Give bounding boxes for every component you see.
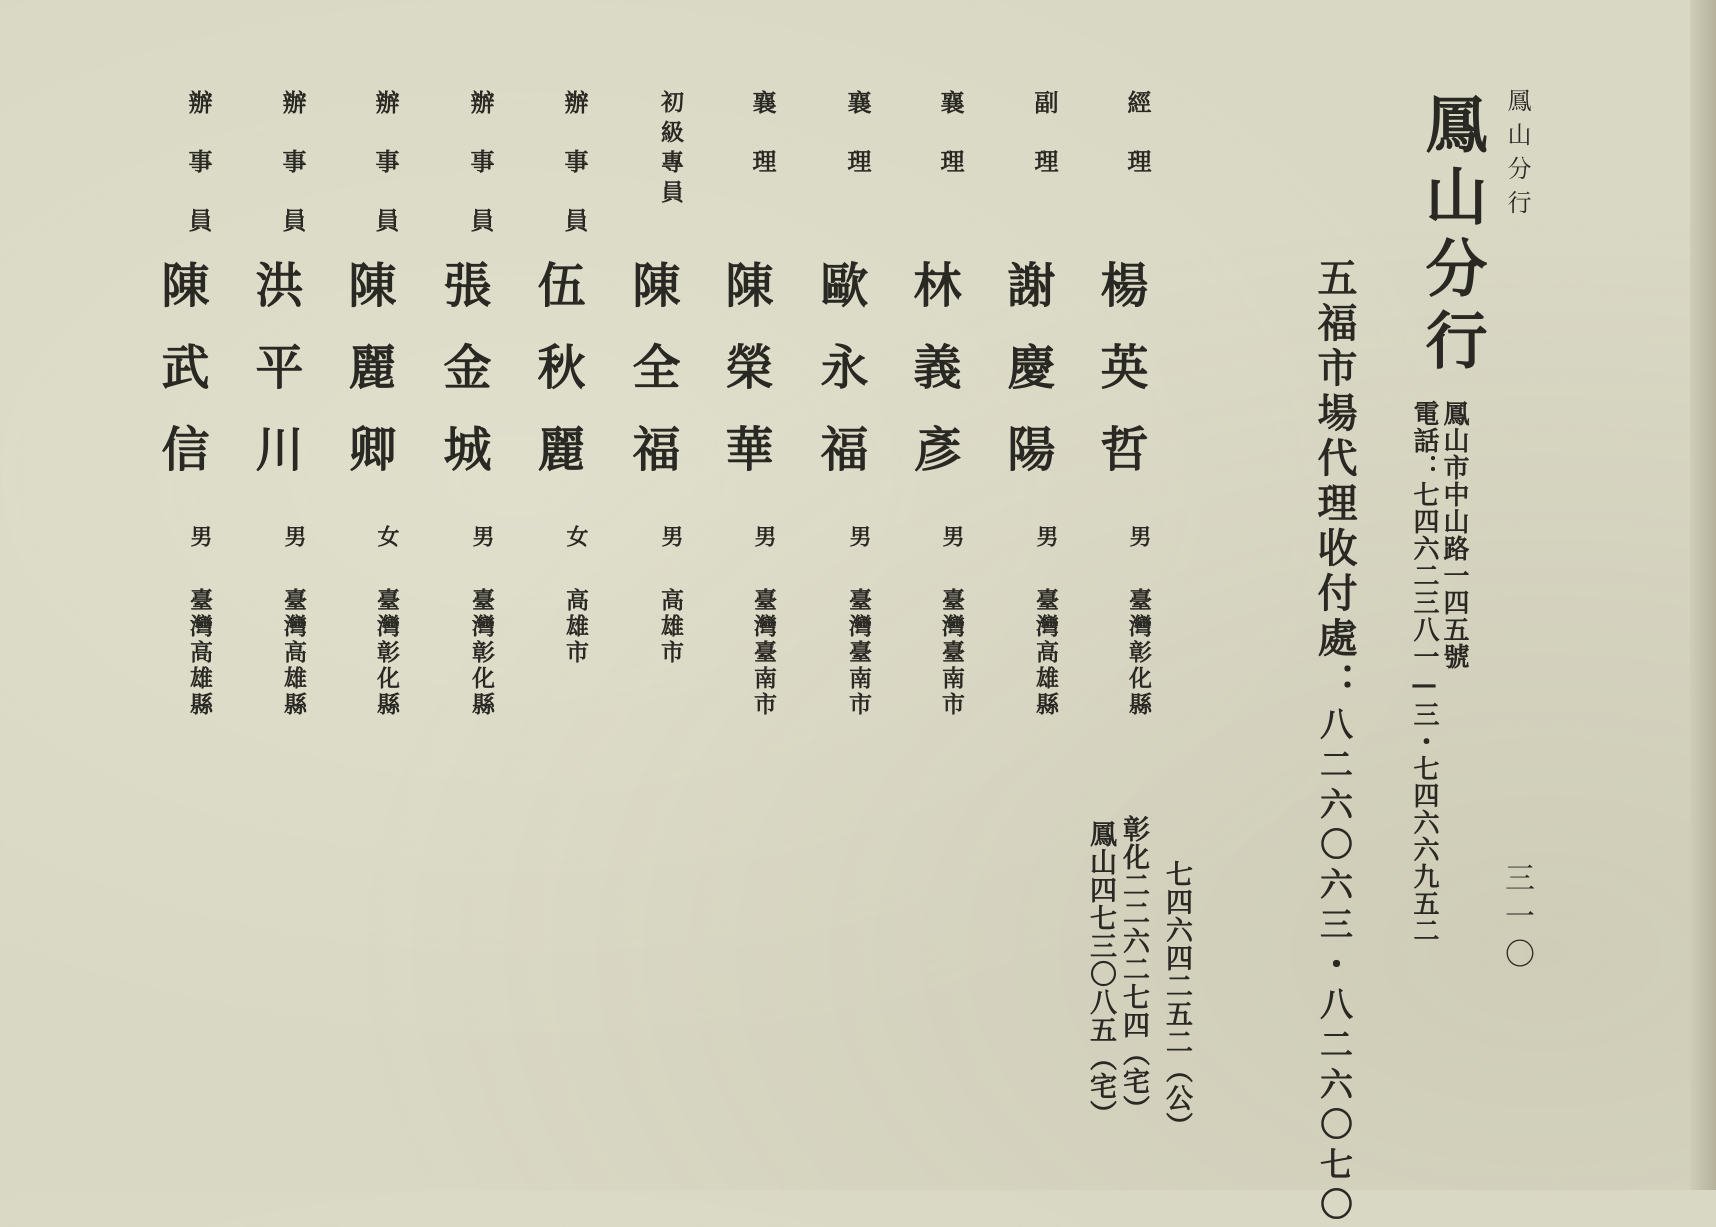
staff-gender: 男	[469, 525, 495, 547]
staff-origin: 臺灣彰化縣	[468, 588, 495, 718]
staff-entry	[529, 90, 592, 750]
staff-name: 陳麗卿	[340, 260, 396, 506]
staff-name: 張金城	[435, 260, 491, 506]
staff-entry	[812, 90, 875, 750]
staff-entry	[999, 90, 1062, 750]
staff-title: 襄理	[843, 90, 872, 208]
staff-name: 謝慶陽	[999, 260, 1055, 506]
staff-origin: 臺灣高雄縣	[1032, 588, 1059, 718]
staff-gender: 男	[846, 525, 872, 547]
staff-name: 陳全福	[624, 260, 680, 506]
staff-entry	[340, 90, 403, 750]
staff-title: 辦事員	[560, 90, 589, 267]
page-number: 三一〇	[1499, 862, 1534, 976]
staff-title: 初級專員	[657, 90, 684, 210]
staff-name: 洪平川	[247, 260, 303, 506]
staff-gender: 男	[751, 525, 777, 547]
branch-title: 鳳山分行	[1415, 92, 1488, 380]
staff-origin: 臺灣臺南市	[845, 588, 872, 718]
staff-title: 辦事員	[278, 90, 307, 267]
staff-gender: 男	[658, 525, 684, 547]
staff-title: 襄理	[936, 90, 965, 208]
staff-name: 林義彥	[905, 260, 961, 506]
staff-origin: 高雄市	[657, 588, 684, 666]
staff-name: 陳榮華	[717, 260, 773, 506]
staff-entry	[435, 90, 498, 750]
staff-origin: 臺灣臺南市	[938, 588, 965, 718]
staff-origin: 臺灣高雄縣	[186, 588, 213, 718]
staff-gender: 男	[281, 525, 307, 547]
branch-address: 鳳山市中山路一四五號	[1439, 400, 1469, 670]
staff-name: 歐永福	[812, 260, 868, 506]
staff-title: 副理	[1030, 90, 1059, 208]
staff-gender: 女	[563, 525, 589, 547]
staff-name: 楊英哲	[1092, 260, 1148, 506]
staff-entry	[1092, 90, 1155, 750]
staff-origin: 臺灣高雄縣	[280, 588, 307, 718]
agency-phone: 八二六〇六三・八二六〇七〇	[1315, 707, 1354, 1227]
staff-entry	[247, 90, 310, 750]
staff-gender: 女	[374, 525, 400, 547]
staff-name: 陳武信	[153, 260, 209, 506]
extra-phone-3: 鳳山四七三〇八五（宅）	[1085, 820, 1116, 1128]
staff-gender: 男	[1033, 525, 1059, 547]
staff-origin: 臺灣彰化縣	[373, 588, 400, 718]
staff-entry	[153, 90, 216, 750]
staff-gender: 男	[1126, 525, 1152, 547]
extra-phone-1: 七四六四二五二（公）	[1161, 860, 1192, 1140]
staff-name: 伍秋麗	[529, 260, 585, 506]
agency-line	[1306, 257, 1363, 1227]
staff-entry	[624, 90, 687, 750]
branch-address-phone	[1409, 400, 1469, 944]
agency-name: 五福市場代理收付處：	[1311, 257, 1358, 707]
branch-phone: 電話：七四六二三八一—三・七四六六九五二	[1409, 400, 1439, 944]
staff-title: 辦事員	[184, 90, 213, 267]
staff-gender: 男	[939, 525, 965, 547]
running-header: 鳳山分行	[1503, 88, 1531, 224]
staff-entry	[905, 90, 968, 750]
staff-title: 襄理	[748, 90, 777, 208]
staff-title: 辦事員	[466, 90, 495, 267]
staff-entry	[717, 90, 780, 750]
staff-origin: 臺灣彰化縣	[1125, 588, 1152, 718]
staff-origin: 臺灣臺南市	[750, 588, 777, 718]
staff-origin: 高雄市	[562, 588, 589, 666]
staff-title: 辦事員	[371, 90, 400, 267]
staff-gender: 男	[187, 525, 213, 547]
page-edge	[1690, 0, 1716, 1190]
staff-title: 經理	[1123, 90, 1152, 208]
extra-phone-2: 彰化二二六二七四（宅）	[1118, 815, 1149, 1123]
